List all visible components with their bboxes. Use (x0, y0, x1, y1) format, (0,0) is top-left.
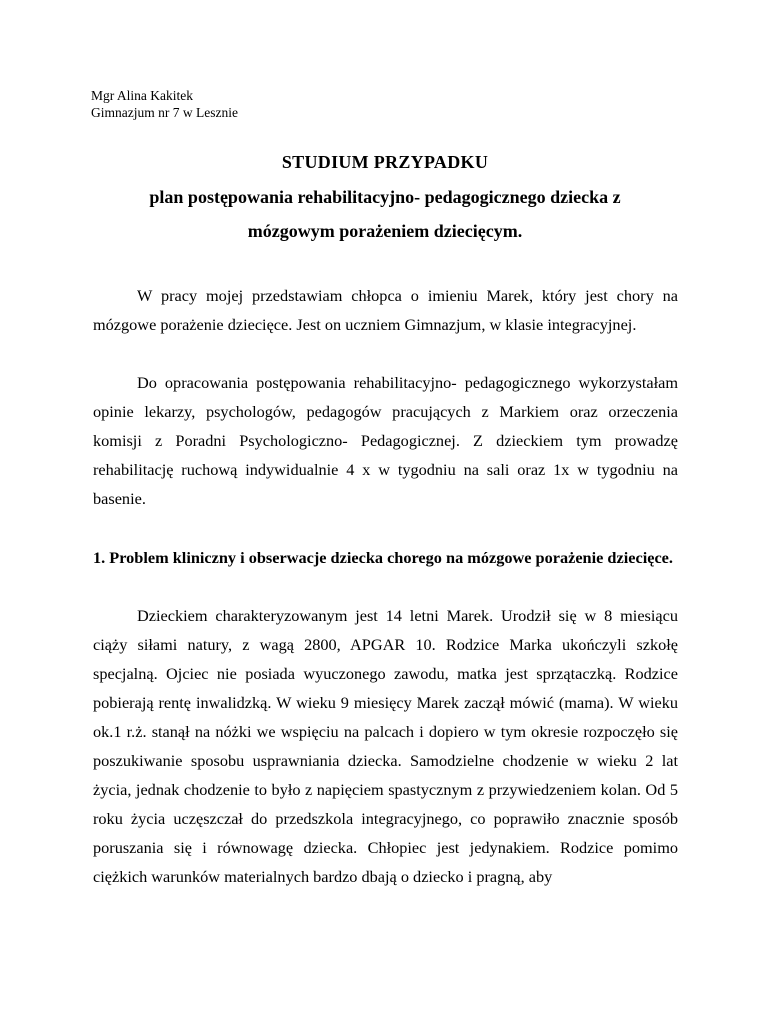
author-block (91, 87, 238, 121)
intro-paragraph: W pracy mojej przedstawiam chłopca o imieniu Marek, który jest chory na mózgowe porażenie dziecięce. Jest on uczniem Gimnazjum, w klasie integracyjnej. (93, 286, 678, 334)
document-title: STUDIUM PRZYPADKU (281, 152, 489, 172)
section-1-paragraph: Dzieckiem charakteryzowanym jest 14 letni Marek. Urodził się w 8 miesiącu ciąży siłami natury, z wagą 2800, APGAR 10. Rodzice Marka ukończyli szkołę specjalną. Ojciec nie posiada wyuczonego zawodu, matka jest sprzątaczką. Rodzice pobierają rentę inwalidzką. W wieku 9 miesięcy Marek zaczął mówić (mama). W wieku ok.1 r.ż. stanął na nóżki we wspięciu na palcach i dopiero w tym okresie rozpoczęło się poszukiwanie sposobu usprawniania dziecka. Samodzielne chodzenie w wieku 2 lat życia, jednak chodzenie to było z napięciem spastycznym z przywiedzeniem kolan. Od 5 roku życia uczęszczał do przedszkola integracyjnego, co poprawiło znacznie sposób poruszania się i równowagę dziecka. Chłopiec jest jedynakiem. Rodzice pomimo ciężkich warunków materialnych bardzo dbają o dziecko i pragną, aby (93, 606, 678, 886)
document-subtitle-line-2: mózgowym porażeniem dziecięcym. (247, 221, 523, 241)
document-subtitle-line-1: plan postępowania rehabilitacyjno- pedagogicznego dziecka z (149, 187, 621, 207)
author-name: Mgr Alina Kakitek (91, 88, 193, 103)
section-1-heading: 1. Problem kliniczny i obserwacje dziecka chorego na mózgowe porażenie dziecięce. (93, 548, 673, 567)
methods-paragraph: Do opracowania postępowania rehabilitacyjno- pedagogicznego wykorzystałam opinie lekarzy, psychologów, pedagogów pracujących z Markiem oraz orzeczenia komisji z Poradni Psychologiczno- Pedagogicznej. Z dzieckiem tym prowadzę rehabilitację ruchową indywidualnie 4 x w tygodniu na sali oraz 1x w tygodniu na basenie. (93, 373, 678, 508)
author-school: Gimnazjum nr 7 w Lesznie (91, 105, 238, 120)
